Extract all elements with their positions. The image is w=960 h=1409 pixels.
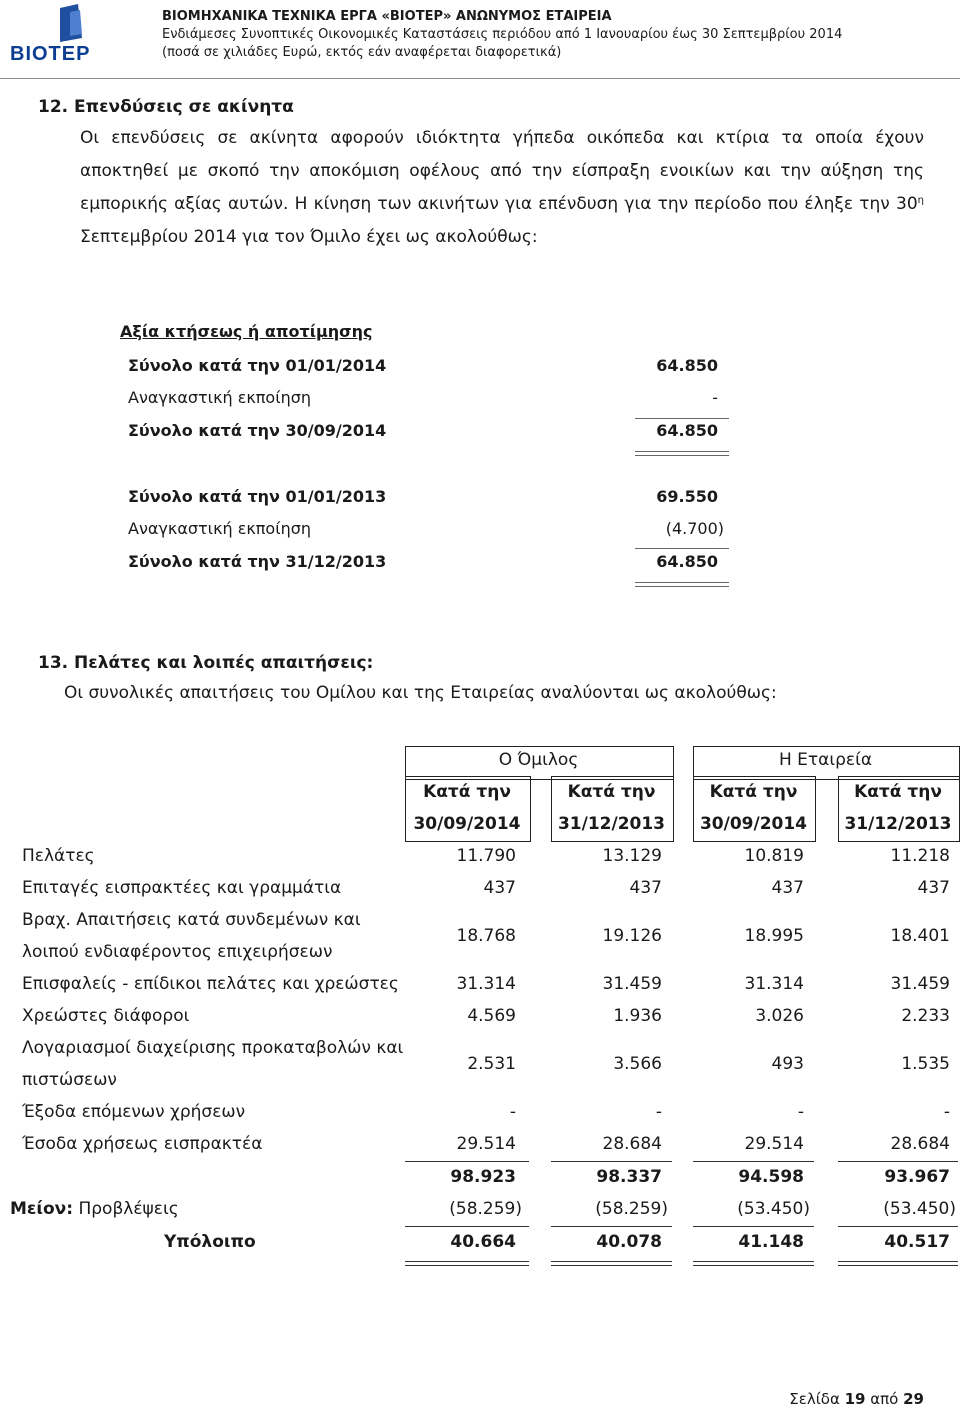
total-rule: [635, 582, 729, 583]
total-cell-value: 40.517: [884, 1232, 950, 1252]
cell-value: 3.026: [755, 1006, 804, 1026]
cell-value: 11.218: [890, 846, 950, 866]
total-cell-value: 98.337: [596, 1167, 662, 1187]
section-12-title: 12. Επενδύσεις σε ακίνητα: [38, 97, 294, 117]
total-rule: [635, 451, 729, 452]
balance-label: Υπόλοιπο: [164, 1232, 256, 1252]
sum-rule: [838, 1265, 958, 1266]
group-header: Η Εταιρεία: [778, 750, 873, 770]
cell-value: 11.790: [456, 846, 516, 866]
cell-value: 1.535: [901, 1054, 950, 1074]
sum-rule: [405, 1265, 529, 1266]
total-cell-value: 93.967: [884, 1167, 950, 1187]
cell-value: -: [943, 1102, 950, 1122]
column-header: Κατά την 31/12/2013: [557, 782, 666, 834]
cell-value: 437: [629, 878, 662, 898]
cell-value: 493: [771, 1054, 804, 1074]
cell-value: 18.768: [456, 926, 516, 946]
header-divider: [0, 78, 960, 79]
cell-value: 13.129: [602, 846, 662, 866]
logo-text: BIOTEP: [10, 43, 91, 62]
cell-value: 19.126: [602, 926, 662, 946]
row-label: Πελάτες: [22, 846, 95, 866]
total-cell-value: 40.664: [450, 1232, 516, 1252]
total-cell-value: (58.259): [595, 1199, 668, 1219]
cell-value: 1.936: [613, 1006, 662, 1026]
valuation-heading: Αξία κτήσεως ή αποτίμησης: [120, 322, 373, 341]
sum-rule: [551, 1265, 672, 1266]
company-logo: [8, 4, 130, 62]
total-cell-value: 94.598: [738, 1167, 804, 1187]
total-rule: [635, 586, 729, 587]
cell-value: 28.684: [602, 1134, 662, 1154]
cell-value: 4.569: [467, 1006, 516, 1026]
investment-row: Σύνολο κατά την 30/09/2014 64.850: [128, 421, 718, 440]
column-header: Κατά την 31/12/2013: [844, 782, 952, 834]
cell-value: 18.401: [890, 926, 950, 946]
cell-value: 28.684: [890, 1134, 950, 1154]
report-subtitle: Ενδιάμεσες Συνοπτικές Οικονομικές Καταστάσεις περιόδου από 1 Ιανουαρίου έως 30 Σεπτεμβρίου 2014: [162, 27, 843, 42]
investment-row: Σύνολο κατά την 31/12/2013 64.850: [128, 552, 718, 571]
sum-rule: [693, 1261, 814, 1262]
total-cell-value: 40.078: [596, 1232, 662, 1252]
cell-value: 18.995: [744, 926, 804, 946]
total-cell-value: (53.450): [737, 1199, 810, 1219]
cell-value: 2.233: [901, 1006, 950, 1026]
total-cell-value: (58.259): [449, 1199, 522, 1219]
page-footer: Σελίδα 19 από 29: [789, 1390, 924, 1408]
provisions-label: Μείον: Προβλέψεις: [10, 1199, 179, 1219]
row-label: Βραχ. Απαιτήσεις κατά συνδεμένων και λοιπού ενδιαφέροντος επιχειρήσεων: [22, 910, 361, 962]
sum-rule: [551, 1261, 672, 1262]
investment-row: Αναγκαστική εκποίηση -: [128, 388, 718, 407]
cell-value: 2.531: [467, 1054, 516, 1074]
cell-value: 3.566: [613, 1054, 662, 1074]
company-name: ΒΙΟΜΗΧΑΝΙΚΑ ΤΕΧΝΙΚΑ ΕΡΓΑ «ΒΙΟΤΕΡ» ΑΝΩΝΥΜΟΣ ΕΤΑΙΡΕΙΑ: [162, 9, 612, 24]
cell-value: 29.514: [456, 1134, 516, 1154]
cell-value: 437: [483, 878, 516, 898]
section-13-title: 13. Πελάτες και λοιπές απαιτήσεις:: [38, 653, 374, 673]
subtotal-rule: [635, 548, 729, 549]
cell-value: -: [655, 1102, 662, 1122]
total-cell-value: 98.923: [450, 1167, 516, 1187]
total-cell-value: 41.148: [738, 1232, 804, 1252]
cell-value: -: [509, 1102, 516, 1122]
column-header: Κατά την 30/09/2014: [413, 782, 521, 834]
cell-value: 29.514: [744, 1134, 804, 1154]
row-label: Χρεώστες διάφοροι: [22, 1006, 190, 1026]
investment-row: Αναγκαστική εκποίηση (4.700): [128, 519, 724, 538]
group-header: Ο Όμιλος: [498, 750, 579, 770]
section-12-paragraph: Οι επενδύσεις σε ακίνητα αφορούν ιδιόκτητα γήπεδα οικόπεδα και κτίρια τα οποία έχουν αποκτηθεί με σκοπό την αποκόμιση οφέλους από την είσπραξη ενοικίων και την αύξηση της εμπορικής αξίας αυτών. Η κίνηση των ακινήτων για επένδυση για την περίοδο που έληξε την $30^\eta$ Σεπτεμβρίου 2014 για τον Όμιλο έχει ως ακολούθως:: [80, 128, 924, 247]
subtotal-rule: [635, 418, 729, 419]
row-label: Λογαριασμοί διαχείρισης προκαταβολών και πιστώσεων: [22, 1038, 404, 1090]
sum-rule: [838, 1261, 958, 1262]
cell-value: -: [797, 1102, 804, 1122]
cell-value: 31.459: [890, 974, 950, 994]
row-label: Επισφαλείς - επίδικοι πελάτες και χρεώστες: [22, 974, 399, 994]
cell-value: 437: [917, 878, 950, 898]
investment-row: Σύνολο κατά την 01/01/2014 64.850: [128, 356, 718, 375]
cell-value: 437: [771, 878, 804, 898]
amounts-note: (ποσά σε χιλιάδες Ευρώ, εκτός εάν αναφέρεται διαφορετικά): [162, 45, 562, 60]
total-cell-value: (53.450): [883, 1199, 956, 1219]
total-rule: [635, 455, 729, 456]
cell-value: 10.819: [744, 846, 804, 866]
row-label: Έσοδα χρήσεως εισπρακτέα: [22, 1134, 263, 1154]
row-label: Έξοδα επόμενων χρήσεων: [22, 1102, 246, 1122]
sum-rule: [405, 1261, 529, 1262]
column-header: Κατά την 30/09/2014: [699, 782, 808, 834]
cell-value: 31.314: [744, 974, 804, 994]
sum-rule: [693, 1265, 814, 1266]
section-13-intro: Οι συνολικές απαιτήσεις του Ομίλου και της Εταιρείας αναλύονται ως ακολούθως:: [64, 683, 777, 703]
cell-value: 31.459: [602, 974, 662, 994]
investment-row: Σύνολο κατά την 01/01/2013 69.550: [128, 487, 718, 506]
cell-value: 31.314: [456, 974, 516, 994]
row-label: Επιταγές εισπρακτέες και γραμμάτια: [22, 878, 342, 898]
